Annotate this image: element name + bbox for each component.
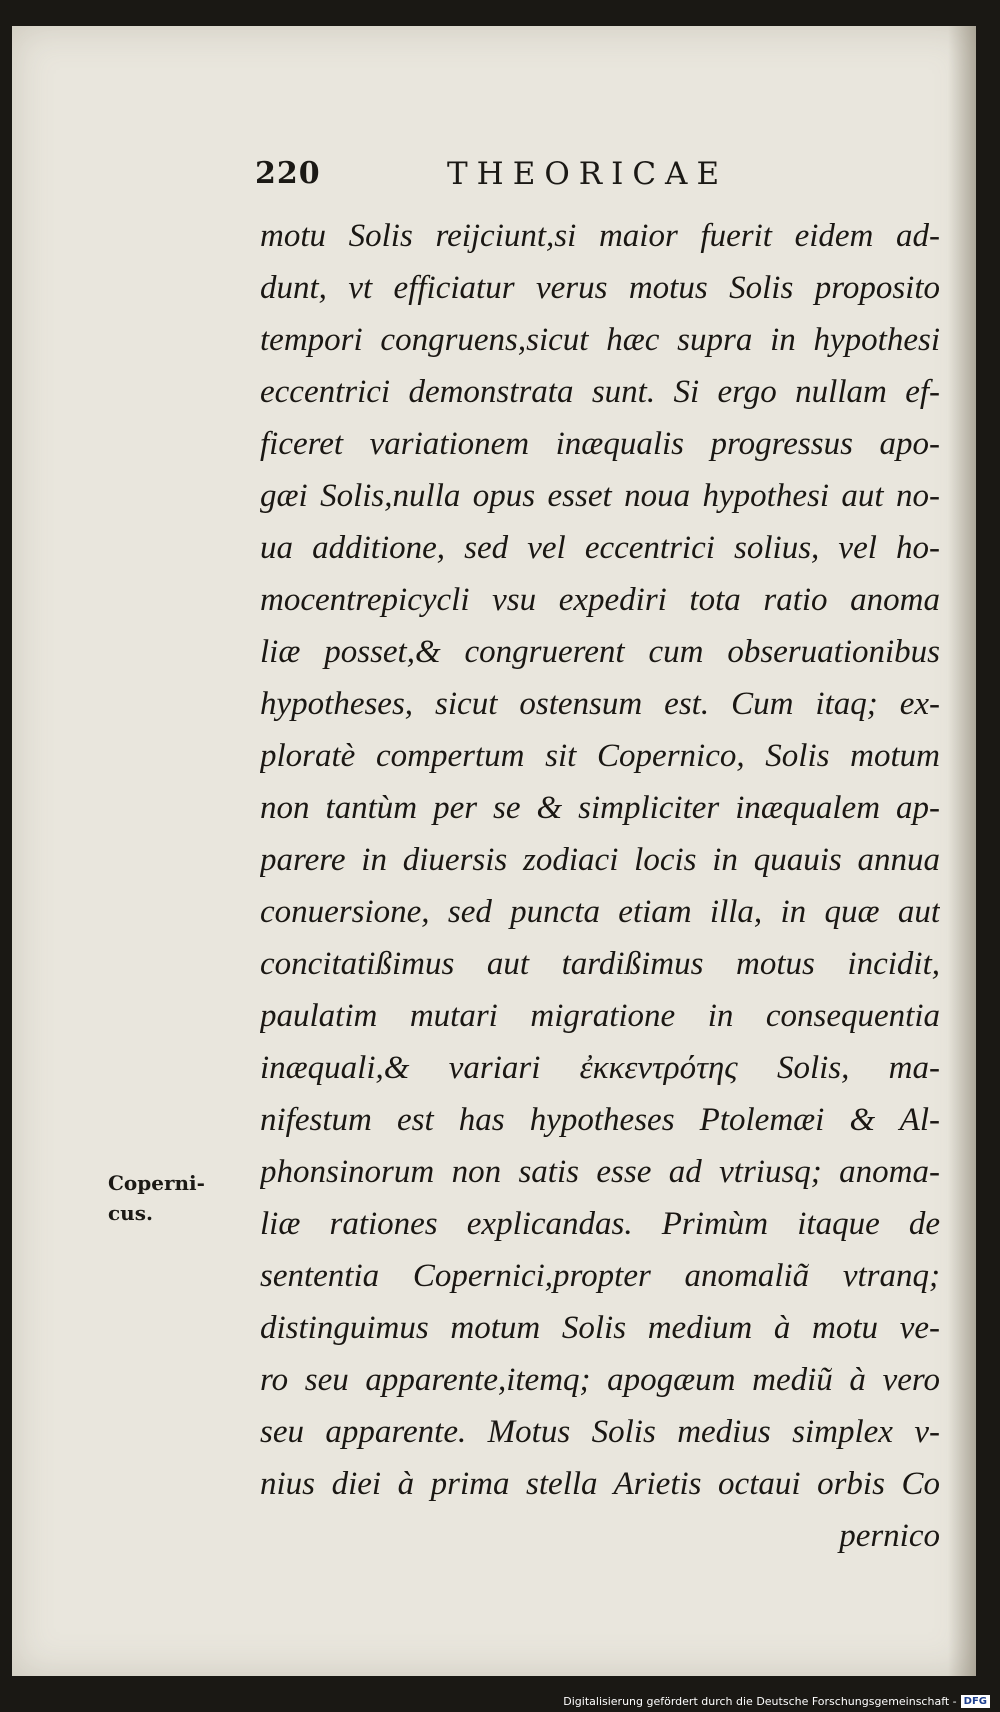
text-line: tempori congruens,sicut hæc supra in hypothesi	[260, 322, 940, 358]
credit-text: Digitalisierung gefördert durch die Deutsche Forschungsgemeinschaft -	[563, 1695, 957, 1708]
text-line: mocentrepicycli vsu expediri tota ratio anoma	[260, 582, 940, 618]
catchword: pernico	[839, 1518, 940, 1554]
text-line: ficeret variationem inæqualis progressus apo-	[260, 426, 940, 462]
page-edge-shadow	[948, 26, 976, 1676]
text-line: ua additione, sed vel eccentrici solius, vel ho-	[260, 530, 940, 566]
text-line: sententia Copernici,propter anomaliã vtranq;	[260, 1258, 940, 1294]
text-line: concitatißimus aut tardißimus motus incidit,	[260, 946, 940, 982]
dfg-logo: DFG	[961, 1695, 990, 1708]
text-line: liæ rationes explicandas. Primùm itaque de	[260, 1206, 940, 1242]
text-line: parere in diuersis zodiaci locis in quauis annua	[260, 842, 940, 878]
text-line: liæ posset,& congruerent cum obseruationibus	[260, 634, 940, 670]
margin-note-line: Coperni-	[108, 1171, 205, 1195]
text-line: ro seu apparente,itemq; apogæum mediũ à vero	[260, 1362, 940, 1398]
page-number: 220	[255, 156, 321, 191]
text-line: seu apparente. Motus Solis medius simplex v-	[260, 1414, 940, 1450]
text-line: nifestum est has hypotheses Ptolemæi & Al-	[260, 1102, 940, 1138]
running-title: THEORICAE	[447, 156, 729, 192]
text-line: motu Solis reijciunt,si maior fuerit eidem ad-	[260, 218, 940, 254]
text-line: gæi Solis,nulla opus esset noua hypothesi aut no-	[260, 478, 940, 514]
text-line: ploratè compertum sit Copernico, Solis motum	[260, 738, 940, 774]
text-line: distinguimus motum Solis medium à motu ve-	[260, 1310, 940, 1346]
text-line: hypotheses, sicut ostensum est. Cum itaq; ex-	[260, 686, 940, 722]
text-line: paulatim mutari migratione in consequentia	[260, 998, 940, 1034]
text-line: conuersione, sed puncta etiam illa, in quæ aut	[260, 894, 940, 930]
text-line: non tantùm per se & simpliciter inæqualem ap-	[260, 790, 940, 826]
text-line: nius diei à prima stella Arietis octaui orbis Co	[260, 1466, 940, 1502]
margin-note-line: cus.	[108, 1201, 153, 1225]
text-line: dunt, vt efficiatur verus motus Solis proposito	[260, 270, 940, 306]
main-text-block	[260, 210, 940, 1562]
text-line: phonsinorum non satis esse ad vtriusq; anoma-	[260, 1154, 940, 1190]
digitization-credit	[563, 1695, 990, 1708]
text-line: inæquali,& variari ἐκκεντρότης Solis, ma-	[260, 1050, 940, 1086]
margin-note	[108, 1168, 228, 1228]
text-line: eccentrici demonstrata sunt. Si ergo nullam ef-	[260, 374, 940, 410]
running-head	[255, 156, 945, 196]
